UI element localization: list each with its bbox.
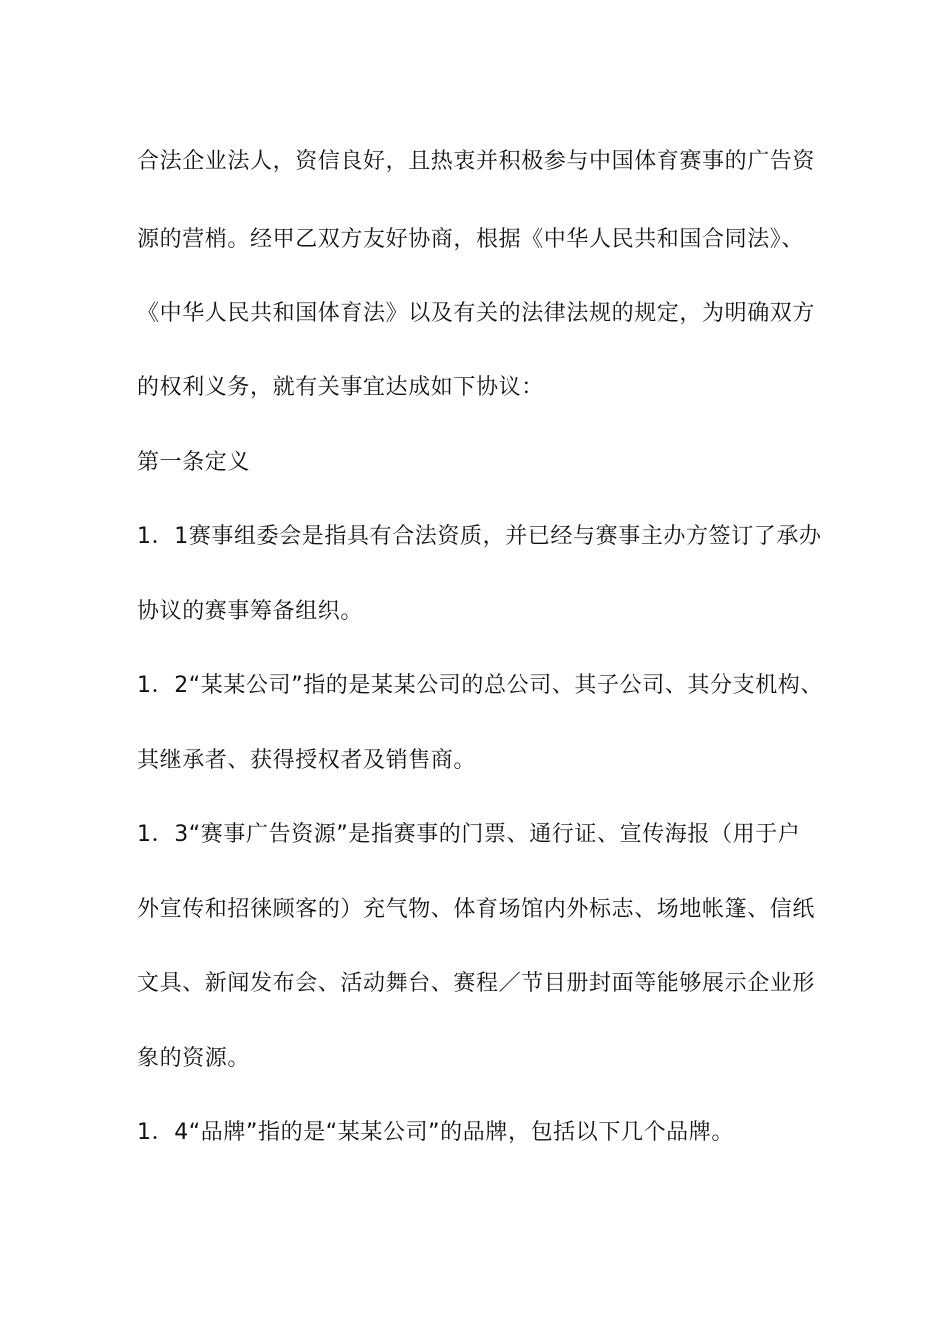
paragraph-line: 1．3“赛事广告资源”是指赛事的门票、通行证、宣传海报（用于户 (137, 822, 801, 847)
paragraph-line: 的权利义务，就有关事宜达成如下协议： (137, 375, 544, 400)
paragraph-line: 外宣传和招徕顾客的）充气物、体育场馆内外标志、场地帐篷、信纸 (137, 897, 816, 922)
paragraph-line: 文具、新闻发布会、活动舞台、赛程／节目册封面等能够展示企业形 (137, 971, 816, 996)
paragraph-line: 象的资源。 (137, 1046, 251, 1071)
paragraph-line: 源的营梢。经甲乙双方友好协商，根据《中华人民共和国合同法》、 (137, 227, 805, 252)
paragraph-line: 《中华人民共和国体育法》以及有关的法律法规的规定，为明确双方 (137, 301, 816, 326)
section-heading: 第一条定义 (137, 450, 251, 475)
paragraph-line: 1．2“某某公司”指的是某某公司的总公司、其子公司、其分支机构、 (137, 673, 823, 698)
paragraph-line: 协议的赛事筹备组织。 (137, 599, 364, 624)
paragraph-line: 1．1赛事组委会是指具有合法资质，并已经与赛事主办方签订了承办 (137, 524, 822, 549)
paragraph-line: 合法企业法人，资信良好，且热衷并积极参与中国体育赛事的广告资 (137, 149, 816, 174)
paragraph-line: 其继承者、获得授权者及销售商。 (137, 748, 477, 773)
paragraph-line: 1．4“品牌”指的是“某某公司”的品牌，包括以下几个品牌。 (137, 1120, 734, 1145)
